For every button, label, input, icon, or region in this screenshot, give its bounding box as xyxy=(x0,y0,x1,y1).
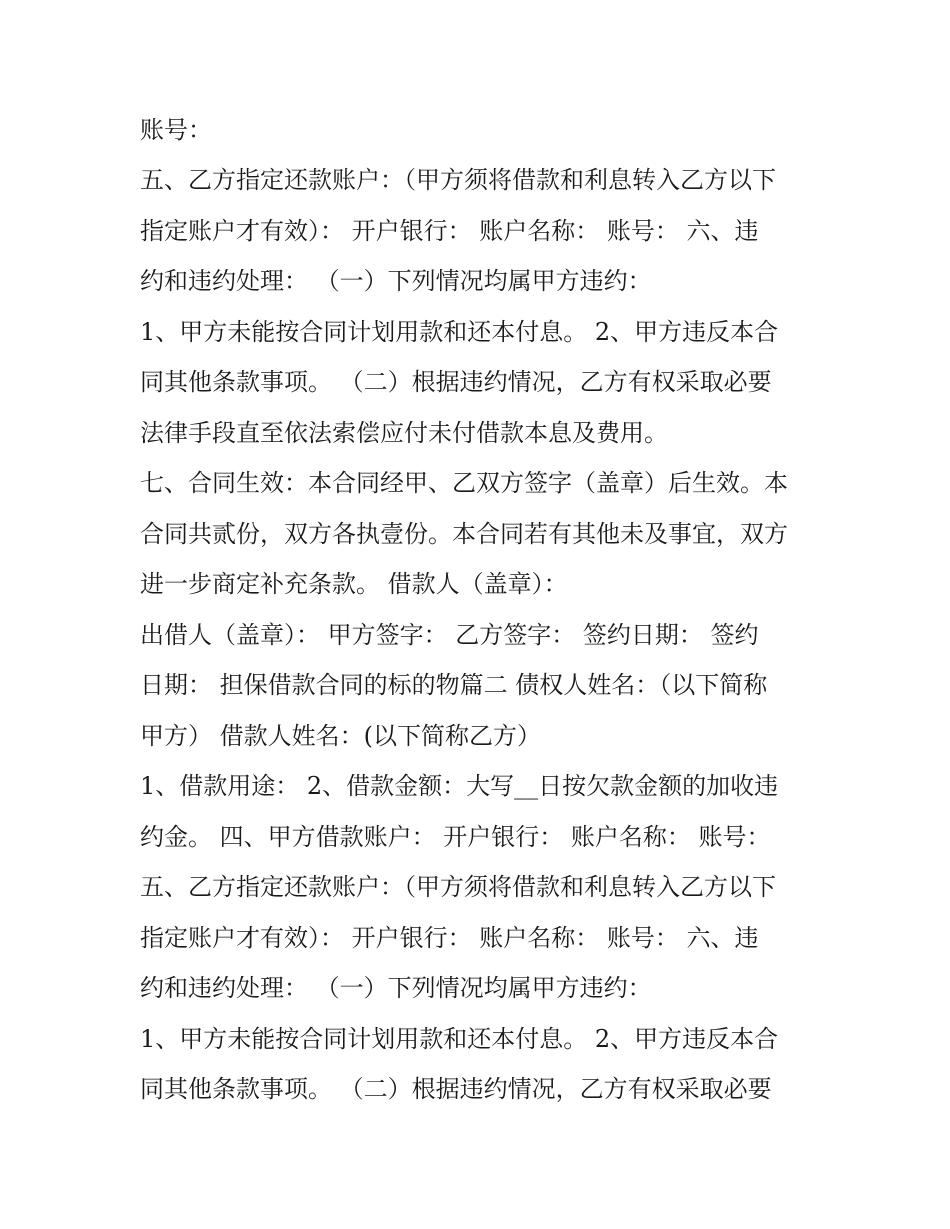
text-line: 甲方） 借款人姓名：(以下简称乙方） xyxy=(140,722,541,750)
text-line: 1、甲方未能按合同计划用款和还本付息。 2、甲方违反本合 xyxy=(140,1025,779,1053)
text-line: 进一步商定补充条款。 借款人（盖章）： xyxy=(140,570,568,598)
text-line: 合同共贰份，双方各执壹份。本合同若有其他未及事宜，双方 xyxy=(140,520,788,548)
text-line: 日期： 担保借款合同的标的物篇二 债权人姓名：（以下简称 xyxy=(140,671,768,699)
text-line: 1、借款用途： 2、借款金额：大写__日按欠款金额的加收违 xyxy=(140,772,779,800)
text-line: 法律手段直至依法索偿应付未付借款本息及费用。 xyxy=(140,419,668,447)
text-line: 约和违约处理： （一）下列情况均属甲方违约： xyxy=(140,974,652,1002)
text-line: 同其他条款事项。 （二）根据违约情况，乙方有权采取必要 xyxy=(140,368,772,396)
text-line: 账号： xyxy=(140,116,212,144)
text-line: 出借人（盖章）： 甲方签字： 乙方签字： 签约日期： 签约 xyxy=(140,621,759,649)
text-line: 1、甲方未能按合同计划用款和还本付息。 2、甲方违反本合 xyxy=(140,318,779,346)
text-line: 约金。 四、甲方借款账户： 开户银行： 账户名称： 账号： xyxy=(140,823,771,851)
text-line: 同其他条款事项。 （二）根据违约情况，乙方有权采取必要 xyxy=(140,1075,772,1103)
text-line: 指定账户才有效）： 开户银行： 账户名称： 账号： 六、违 xyxy=(140,924,759,952)
text-line: 约和违约处理： （一）下列情况均属甲方违约： xyxy=(140,267,652,295)
text-line: 七、合同生效：本合同经甲、乙双方签字（盖章）后生效。本 xyxy=(140,469,788,497)
text-line: 五、乙方指定还款账户：（甲方须将借款和利息转入乙方以下 xyxy=(140,166,776,194)
text-line: 指定账户才有效）： 开户银行： 账户名称： 账号： 六、违 xyxy=(140,217,759,245)
text-line: 五、乙方指定还款账户：（甲方须将借款和利息转入乙方以下 xyxy=(140,873,776,901)
